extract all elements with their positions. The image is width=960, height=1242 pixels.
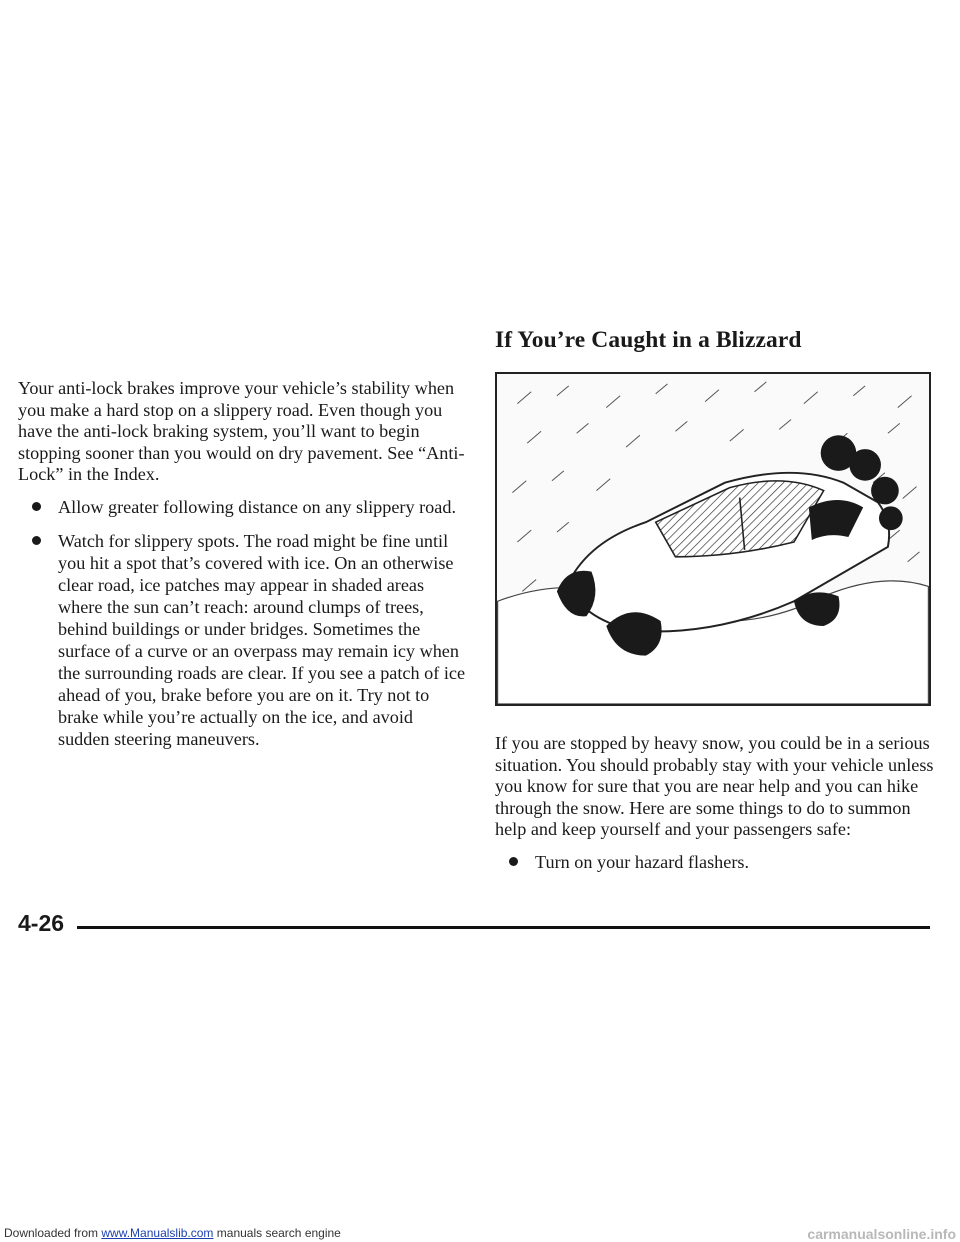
source-suffix: manuals search engine <box>213 1226 341 1240</box>
list-item <box>495 851 935 873</box>
source-footer <box>4 1226 341 1240</box>
right-bullet-list <box>495 851 935 873</box>
bullet-text: Allow greater following distance on any slippery road. <box>58 496 456 517</box>
right-column <box>495 326 935 885</box>
watermark-logo: carmanualsonline.info <box>807 1226 956 1242</box>
left-column <box>18 378 466 762</box>
bullet-icon <box>32 502 41 511</box>
footer-rule <box>77 926 930 929</box>
snow-car-image <box>497 374 929 704</box>
bullet-text: Turn on your hazard flashers. <box>535 851 749 872</box>
intro-paragraph: Your anti-lock brakes improve your vehicle’s stability when you make a hard stop on a slippery road. Even though you have the anti-lock braking system, you’ll want to begin stopping sooner than you would on dry pavement. See “Anti-Lock” in the Index. <box>18 378 465 485</box>
section-heading: If You’re Caught in a Blizzard <box>495 327 802 353</box>
list-item <box>18 496 466 518</box>
source-prefix: Downloaded from <box>4 1226 102 1240</box>
bullet-icon <box>32 536 41 545</box>
blizzard-car-illustration <box>495 372 931 706</box>
bullet-icon <box>509 857 518 866</box>
left-bullet-list <box>18 496 466 750</box>
blizzard-paragraph: If you are stopped by heavy snow, you could be in a serious situation. You should probably stay with your vehicle unless you know for sure that you are near help and you can hike through the snow. Here are some things to do to summon help and keep yourself and your passengers safe: <box>495 733 934 840</box>
bullet-text: Watch for slippery spots. The road might be fine until you hit a spot that’s covered with ice. On an otherwise clear road, ice patches may appear in shaded areas where the sun can’t reach: around clumps of trees, behind buildings or under bridges. Sometimes the surface of a curve or an overpass may remain icy when the surrounding roads are clear. If you see a patch of ice ahead of you, brake before you are on it. Try not to brake while you’re actually on the ice, and avoid sudden steering maneuvers. <box>58 530 466 749</box>
page-number: 4-26 <box>18 910 65 936</box>
list-item <box>18 530 466 750</box>
manualslib-link[interactable]: www.Manualslib.com <box>101 1226 214 1240</box>
